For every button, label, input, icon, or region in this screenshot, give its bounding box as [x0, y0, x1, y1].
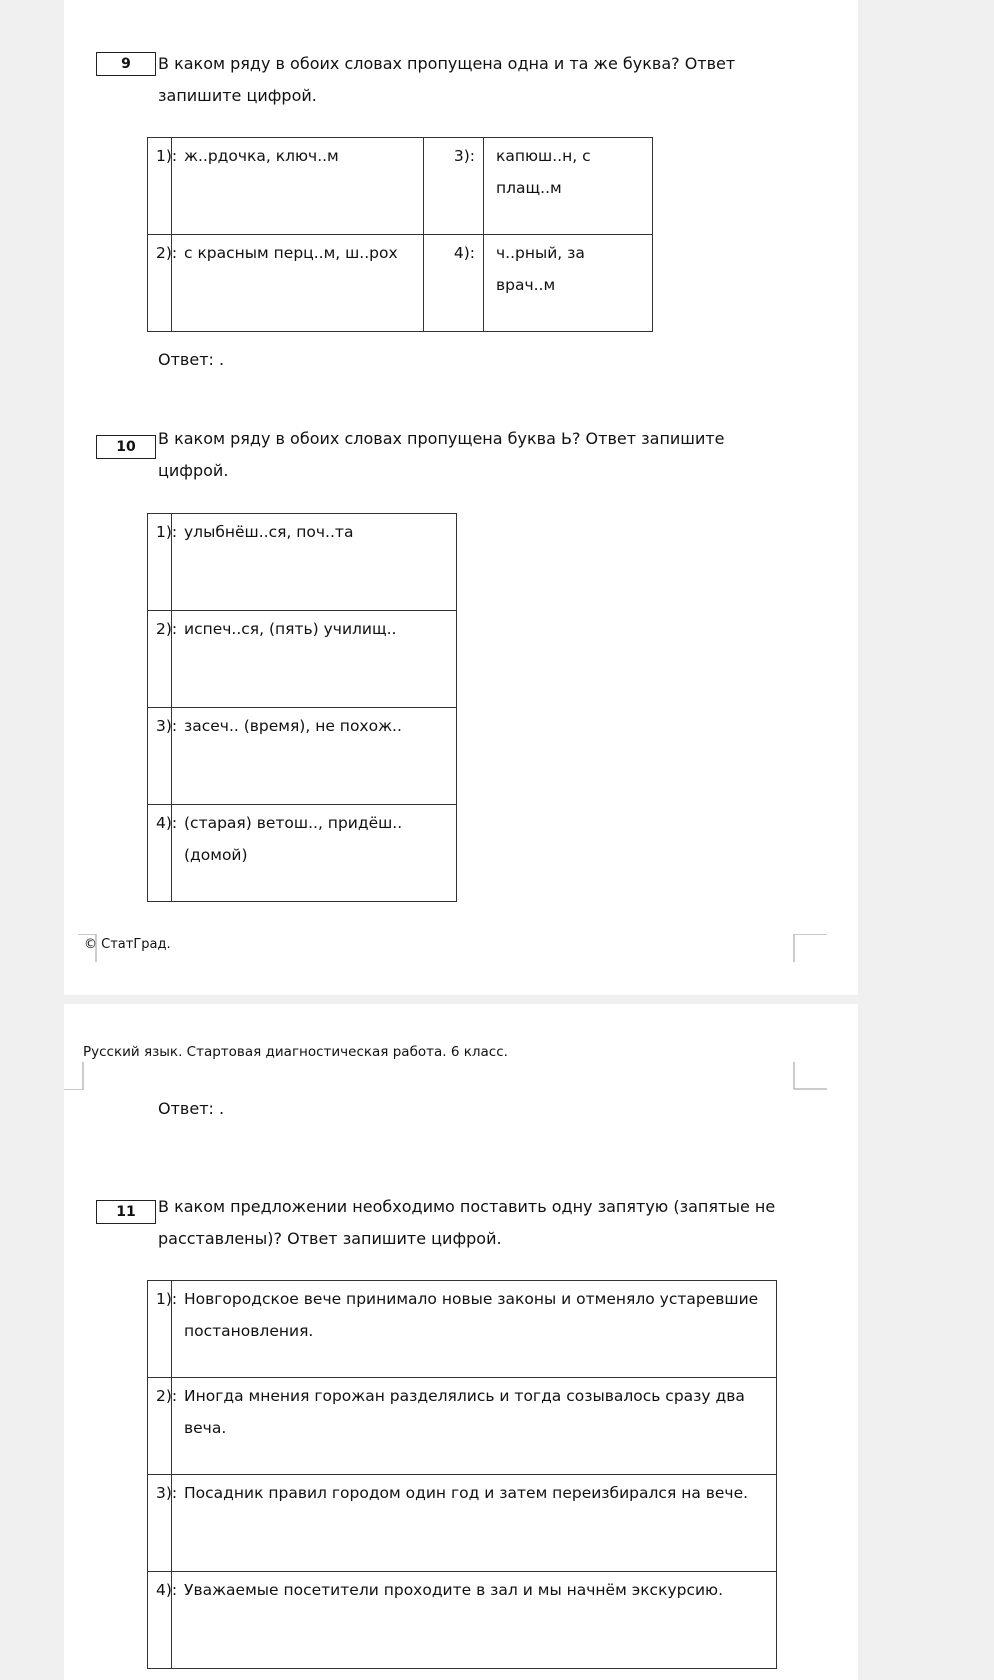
- options-table: [147, 137, 653, 332]
- option-number: 2):: [148, 611, 172, 708]
- page-corner-mark: [64, 1062, 84, 1090]
- question-number: 11: [116, 1204, 136, 1220]
- option-text: Посадник правил городом один год и затем переизбирался на вече.: [172, 1475, 777, 1572]
- option-number: 2):: [148, 1378, 172, 1475]
- option-number: 4):: [148, 805, 172, 902]
- answer-label: Ответ: .: [158, 350, 225, 369]
- option-number: 2):: [148, 235, 172, 332]
- question-text: В каком предложении необходимо поставить одну запятую (запятые не расставлены)? Ответ запишите цифрой.: [158, 1197, 776, 1248]
- option-text: ж..рдочка, ключ..м: [172, 138, 424, 235]
- page-header: Русский язык. Стартовая диагностическая работа. 6 класс.: [83, 1044, 508, 1060]
- question-text: В каком ряду в обоих словах пропущена одна и та же буква? Ответ запишите цифрой.: [158, 54, 736, 105]
- document-page-1: [64, 0, 858, 995]
- page-corner-mark: [793, 934, 827, 962]
- question-number-box: [96, 52, 156, 76]
- option-text: капюш..н, с плащ..м: [484, 138, 653, 235]
- page-corner-mark: [793, 1062, 827, 1090]
- option-number: 3):: [424, 138, 484, 235]
- question-number: 9: [121, 56, 131, 72]
- question-text: В каком ряду в обоих словах пропущена буква Ь? Ответ запишите цифрой.: [158, 429, 725, 480]
- option-number: 3):: [148, 708, 172, 805]
- question-number-box: [96, 435, 156, 459]
- option-text: с красным перц..м, ш..рох: [172, 235, 424, 332]
- question-number: 10: [116, 439, 136, 455]
- answer-label: Ответ: .: [158, 1099, 225, 1118]
- option-text: ч..рный, за врач..м: [484, 235, 653, 332]
- option-number: 1):: [148, 1281, 172, 1378]
- option-text: (старая) ветош.., придёш.. (домой): [172, 805, 457, 902]
- option-number: 1):: [148, 138, 172, 235]
- option-number: 3):: [148, 1475, 172, 1572]
- option-text: Новгородское вече принимало новые законы и отменяло устаревшие постановления.: [172, 1281, 777, 1378]
- option-text: улыбнёш..ся, поч..та: [172, 514, 457, 611]
- options-table: [147, 513, 457, 902]
- document-page-2: [64, 1004, 858, 1680]
- option-number: 4):: [148, 1572, 172, 1669]
- options-table: [147, 1280, 777, 1669]
- option-number: 1):: [148, 514, 172, 611]
- option-text: засеч.. (время), не похож..: [172, 708, 457, 805]
- option-number: 4):: [424, 235, 484, 332]
- option-text: Иногда мнения горожан разделялись и тогда созывалось сразу два веча.: [172, 1378, 777, 1475]
- question-number-box: [96, 1200, 156, 1224]
- option-text: Уважаемые посетители проходите в зал и мы начнём экскурсию.: [172, 1572, 777, 1669]
- option-text: испеч..ся, (пять) училищ..: [172, 611, 457, 708]
- copyright-note: © СтатГрад.: [84, 937, 171, 952]
